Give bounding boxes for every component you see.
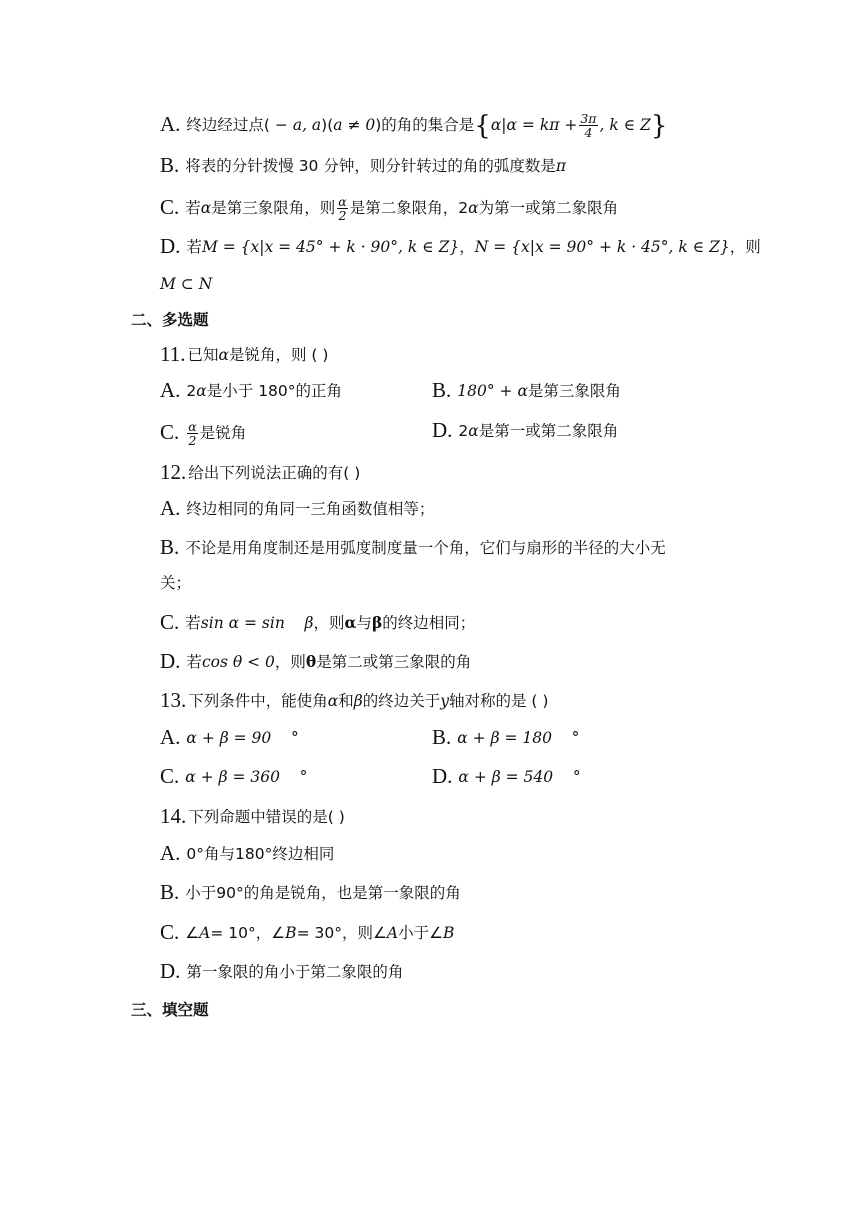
q13-option-b bbox=[432, 727, 579, 748]
math: M = {x|x = 45° + k · 90°, k ∈ Z} bbox=[201, 238, 460, 256]
text: 下列条件中，能使角 bbox=[188, 692, 328, 710]
math: α bbox=[218, 346, 229, 364]
text: )的角的集合是 bbox=[375, 116, 475, 134]
q10-option-d bbox=[160, 236, 761, 257]
option-label: B. bbox=[160, 880, 180, 904]
right-brace: } bbox=[650, 111, 668, 141]
text: 是小于 180°的正角 bbox=[206, 382, 343, 400]
numerator: 3π bbox=[580, 111, 597, 126]
q13-option-d bbox=[432, 766, 581, 787]
text: 是第三象限角 bbox=[527, 382, 621, 400]
question-number: 13. bbox=[160, 688, 187, 712]
math: B bbox=[442, 924, 455, 942]
text: 的终边关于 bbox=[362, 692, 441, 710]
option-label: C. bbox=[160, 195, 180, 219]
text: ，则 bbox=[313, 614, 345, 632]
q12-option-a bbox=[160, 498, 434, 519]
math: 180° + α bbox=[457, 382, 528, 400]
text: 已知 bbox=[187, 346, 219, 364]
math: α + β = 360 ° bbox=[185, 768, 308, 786]
fraction bbox=[337, 195, 347, 222]
math: a ≠ 0 bbox=[333, 116, 376, 134]
text: 下列命题中错误的是( ) bbox=[188, 808, 345, 826]
section-heading-multiple-choice: 二、多选题 bbox=[131, 311, 209, 329]
q12-option-b bbox=[160, 537, 666, 558]
q11-option-c bbox=[160, 420, 246, 447]
math: α + β = 180 ° bbox=[457, 729, 580, 747]
option-label: B. bbox=[160, 535, 180, 559]
math: , k ∈ Z bbox=[599, 116, 651, 134]
q14-stem bbox=[160, 806, 345, 827]
denominator: 2 bbox=[338, 208, 347, 223]
q13-stem bbox=[160, 690, 548, 711]
left-brace: { bbox=[474, 111, 491, 141]
q12-option-b-continuation bbox=[160, 573, 191, 593]
option-label: A. bbox=[160, 725, 181, 749]
math: α bbox=[200, 199, 212, 217]
option-label: D. bbox=[432, 418, 453, 442]
text: = 30°，则∠ bbox=[296, 924, 387, 942]
option-label: C. bbox=[160, 920, 180, 944]
text: 的终边相同； bbox=[382, 614, 476, 632]
math: A bbox=[386, 924, 399, 942]
text: 轴对称的是 ( ) bbox=[449, 692, 549, 710]
text: 终边相同的角同一三角函数值相等； bbox=[186, 500, 435, 518]
text: 0°角与180°终边相同 bbox=[186, 845, 335, 863]
text: 第一象限的角小于第二象限的角 bbox=[186, 963, 404, 981]
question-number: 12. bbox=[160, 460, 187, 484]
fraction bbox=[187, 420, 197, 447]
text: 小于90°的角是锐角，也是第一象限的角 bbox=[185, 884, 461, 902]
text: 若 bbox=[186, 653, 202, 671]
math: α + β = 540 ° bbox=[458, 768, 581, 786]
q12-stem bbox=[160, 462, 360, 483]
text: 是第二象限角，2 bbox=[349, 199, 469, 217]
math: α bbox=[468, 422, 479, 440]
math: α bbox=[468, 199, 479, 217]
text: 为第一或第二象限角 bbox=[478, 199, 619, 217]
q10-option-c bbox=[160, 195, 618, 222]
text: ，则 bbox=[274, 653, 306, 671]
section-heading-fill-in: 三、填空题 bbox=[131, 1001, 209, 1019]
q14-option-d bbox=[160, 961, 403, 982]
text: 终边经过点( bbox=[186, 116, 270, 134]
text: 若 bbox=[185, 614, 201, 632]
text: )( bbox=[321, 116, 334, 134]
math: cos θ < 0 bbox=[201, 653, 275, 671]
q11-option-d bbox=[432, 420, 618, 441]
option-label: D. bbox=[432, 764, 453, 788]
option-label: B. bbox=[160, 153, 180, 177]
bold-math: θ bbox=[305, 652, 317, 671]
math: M ⊂ N bbox=[160, 275, 213, 293]
text: 关； bbox=[160, 574, 192, 592]
text: 将表的分针拨慢 30 分钟，则分针转过的角的弧度数是 bbox=[185, 157, 556, 175]
text: 是第一或第二象限角 bbox=[478, 422, 619, 440]
text: 若 bbox=[186, 238, 202, 256]
math: sin α = sin β bbox=[200, 614, 314, 632]
q14-option-c bbox=[160, 922, 454, 943]
q10-option-a bbox=[160, 112, 667, 139]
text: 是锐角，则 ( ) bbox=[228, 346, 329, 364]
text: 是锐角 bbox=[199, 424, 247, 442]
text: 与 bbox=[356, 614, 372, 632]
text: = 10°，∠ bbox=[210, 924, 286, 942]
math: y bbox=[440, 692, 449, 710]
option-label: A. bbox=[160, 378, 181, 402]
math: α|α = kπ + bbox=[490, 116, 578, 134]
q11-option-b bbox=[432, 380, 621, 401]
text: 2 bbox=[458, 422, 469, 440]
text: ∠ bbox=[185, 924, 200, 942]
q14-option-a bbox=[160, 843, 334, 864]
denominator: 4 bbox=[584, 125, 593, 140]
text: 和 bbox=[338, 692, 354, 710]
math: B bbox=[285, 924, 297, 942]
q12-option-c bbox=[160, 612, 475, 633]
text: ， bbox=[459, 238, 475, 256]
option-label: A. bbox=[160, 112, 181, 136]
q13-option-a bbox=[160, 727, 299, 748]
option-label: C. bbox=[160, 420, 180, 444]
math: N = {x|x = 90° + k · 45°, k ∈ Z} bbox=[474, 238, 730, 256]
option-label: B. bbox=[432, 378, 452, 402]
option-label: D. bbox=[160, 234, 181, 258]
text: 是第二或第三象限的角 bbox=[316, 653, 472, 671]
math: α + β = 90 ° bbox=[186, 729, 299, 747]
option-label: C. bbox=[160, 764, 180, 788]
q11-stem bbox=[160, 344, 328, 365]
question-number: 11. bbox=[160, 342, 186, 366]
text: 给出下列说法正确的有( ) bbox=[188, 464, 361, 482]
math: α bbox=[327, 692, 339, 710]
math: α bbox=[196, 382, 207, 400]
q13-option-c bbox=[160, 766, 307, 787]
q12-option-d bbox=[160, 651, 471, 672]
bold-math: α bbox=[344, 613, 357, 632]
option-label: A. bbox=[160, 496, 181, 520]
text: 不论是用角度制还是用弧度制度量一个角，它们与扇形的半径的大小无 bbox=[185, 539, 666, 557]
question-number: 14. bbox=[160, 804, 187, 828]
option-label: A. bbox=[160, 841, 181, 865]
math: − a, a bbox=[269, 116, 322, 134]
numerator: α bbox=[188, 419, 197, 434]
option-label: D. bbox=[160, 649, 181, 673]
fraction bbox=[579, 112, 597, 139]
denominator: 2 bbox=[188, 433, 197, 448]
q14-option-b bbox=[160, 882, 461, 903]
text: 若 bbox=[185, 199, 201, 217]
q10-option-b bbox=[160, 155, 566, 176]
bold-math: β bbox=[371, 613, 383, 632]
q11-option-a bbox=[160, 380, 342, 401]
option-label: D. bbox=[160, 959, 181, 983]
math: A bbox=[199, 924, 211, 942]
option-label: C. bbox=[160, 610, 180, 634]
option-label: B. bbox=[432, 725, 452, 749]
text: 小于∠ bbox=[398, 924, 443, 942]
math: π bbox=[555, 157, 567, 175]
text: 是第三象限角，则 bbox=[211, 199, 336, 217]
numerator: α bbox=[338, 194, 347, 209]
text: 2 bbox=[186, 382, 197, 400]
q10-option-d-continuation bbox=[160, 274, 212, 294]
math: β bbox=[353, 692, 363, 710]
text: ，则 bbox=[729, 238, 761, 256]
